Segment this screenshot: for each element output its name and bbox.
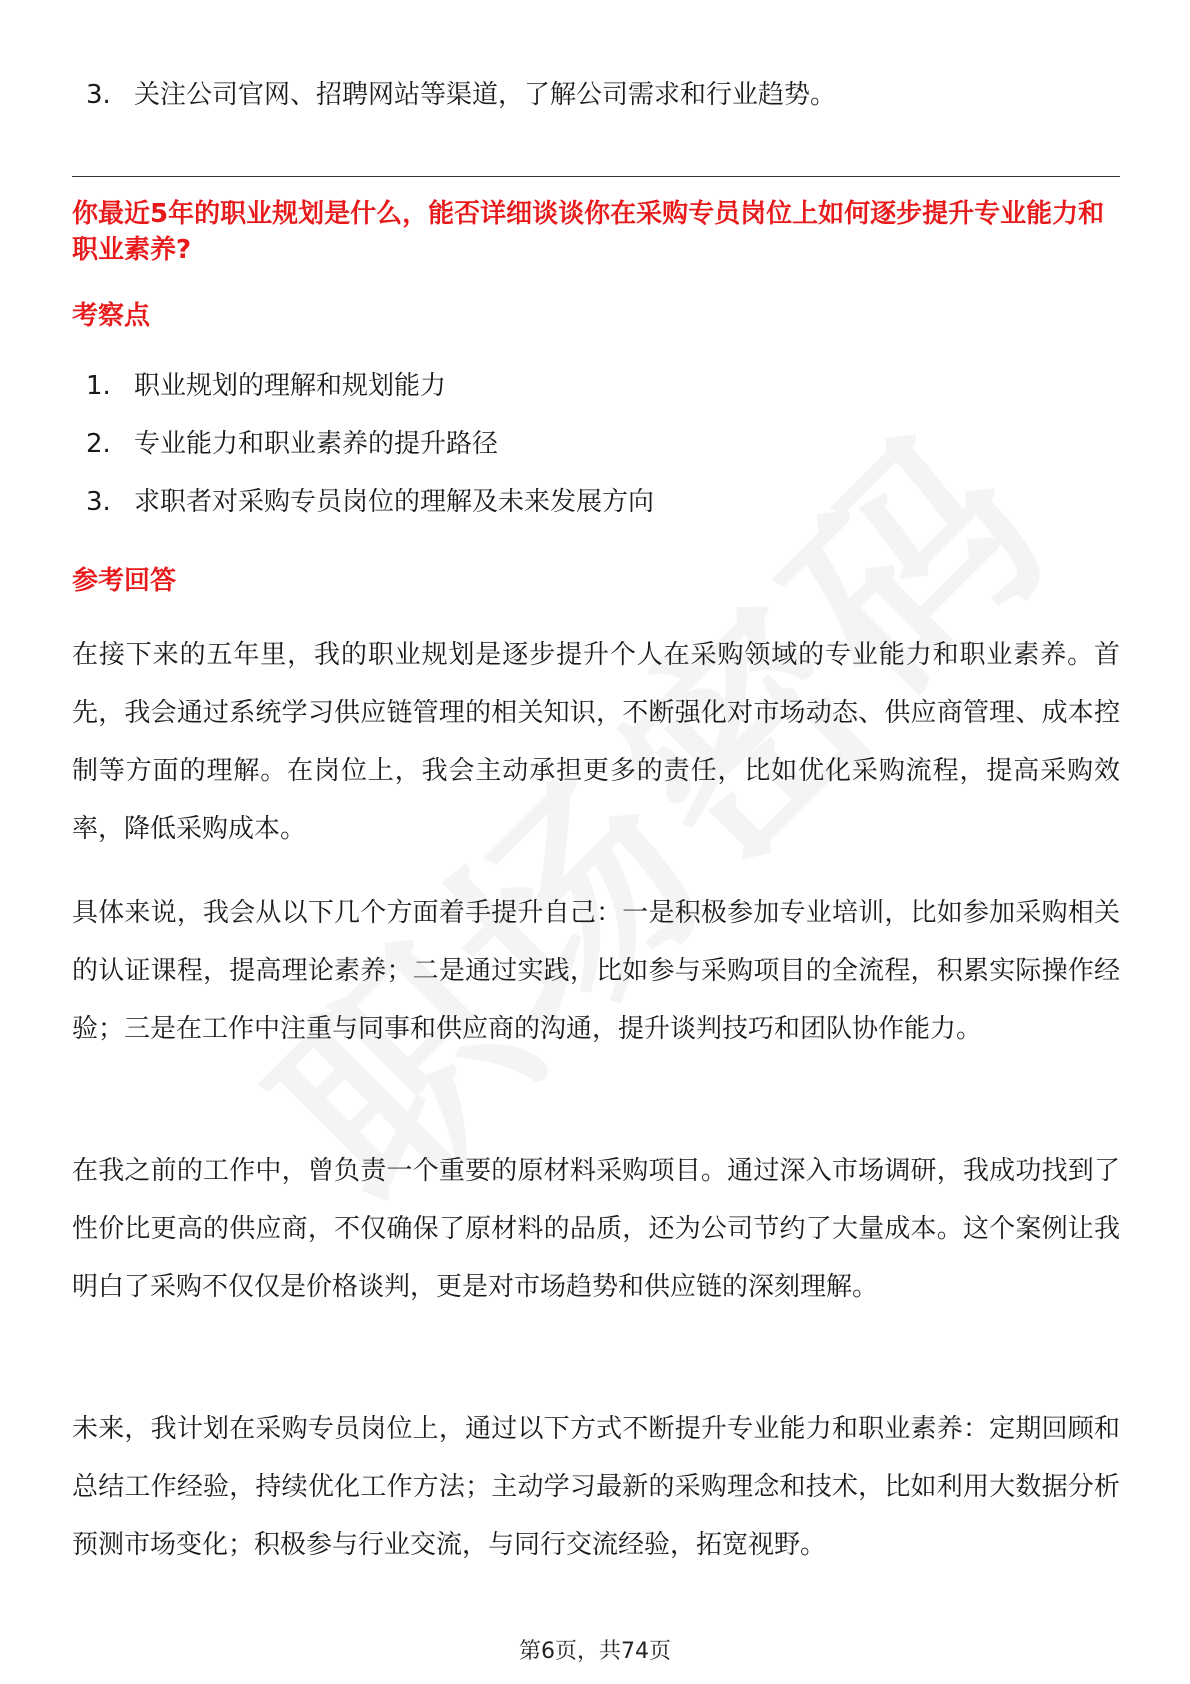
answer-paragraph: 未来，我计划在采购专员岗位上，通过以下方式不断提升专业能力和职业素养：定期回顾和总结工作经验，持续优化工作方法；主动学习最新的采购理念和技术，比如利用大数据分析预测市场变化；积极参与行业交流，与同行交流经验，拓宽视野。 [72, 1414, 1120, 1560]
list-item [72, 415, 654, 473]
focus-points-heading: 考察点 [72, 301, 151, 331]
list-number: 3. [86, 80, 111, 110]
focus-points-list [72, 357, 654, 531]
list-item [72, 357, 654, 415]
answer-paragraph: 在接下来的五年里，我的职业规划是逐步提升个人在采购领域的专业能力和职业素养。首先，我会通过系统学习供应链管理的相关知识，不断强化对市场动态、供应商管理、成本控制等方面的理解。在岗位上，我会主动承担更多的责任，比如优化采购流程，提高采购效率，降低采购成本。 [72, 640, 1120, 844]
reference-answer-heading: 参考回答 [72, 566, 177, 596]
list-number: 2. [86, 429, 111, 459]
list-text: 专业能力和职业素养的提升路径 [134, 429, 499, 459]
list-item [72, 66, 836, 124]
answer-paragraph: 在我之前的工作中，曾负责一个重要的原材料采购项目。通过深入市场调研，我成功找到了性价比更高的供应商，不仅确保了原材料的品质，还为公司节约了大量成本。这个案例让我明白了采购不仅仅是价格谈判，更是对市场趋势和供应链的深刻理解。 [72, 1156, 1120, 1302]
list-text: 关注公司官网、招聘网站等渠道，了解公司需求和行业趋势。 [134, 80, 837, 110]
page-number: 第6页，共74页 [519, 1639, 671, 1664]
list-item [72, 473, 654, 531]
previous-answer-list [72, 66, 836, 124]
section-divider [72, 176, 1120, 177]
list-text: 求职者对采购专员岗位的理解及未来发展方向 [134, 487, 655, 517]
interview-question: 你最近5年的职业规划是什么，能否详细谈谈你在采购专员岗位上如何逐步提升专业能力和职业素养? [72, 199, 1105, 265]
list-number: 1. [86, 371, 111, 401]
list-number: 3. [86, 487, 111, 517]
list-text: 职业规划的理解和规划能力 [134, 371, 447, 401]
answer-paragraph: 具体来说，我会从以下几个方面着手提升自己：一是积极参加专业培训，比如参加采购相关的认证课程，提高理论素养；二是通过实践，比如参与采购项目的全流程，积累实际操作经验；三是在工作中注重与同事和供应商的沟通，提升谈判技巧和团队协作能力。 [72, 898, 1120, 1044]
